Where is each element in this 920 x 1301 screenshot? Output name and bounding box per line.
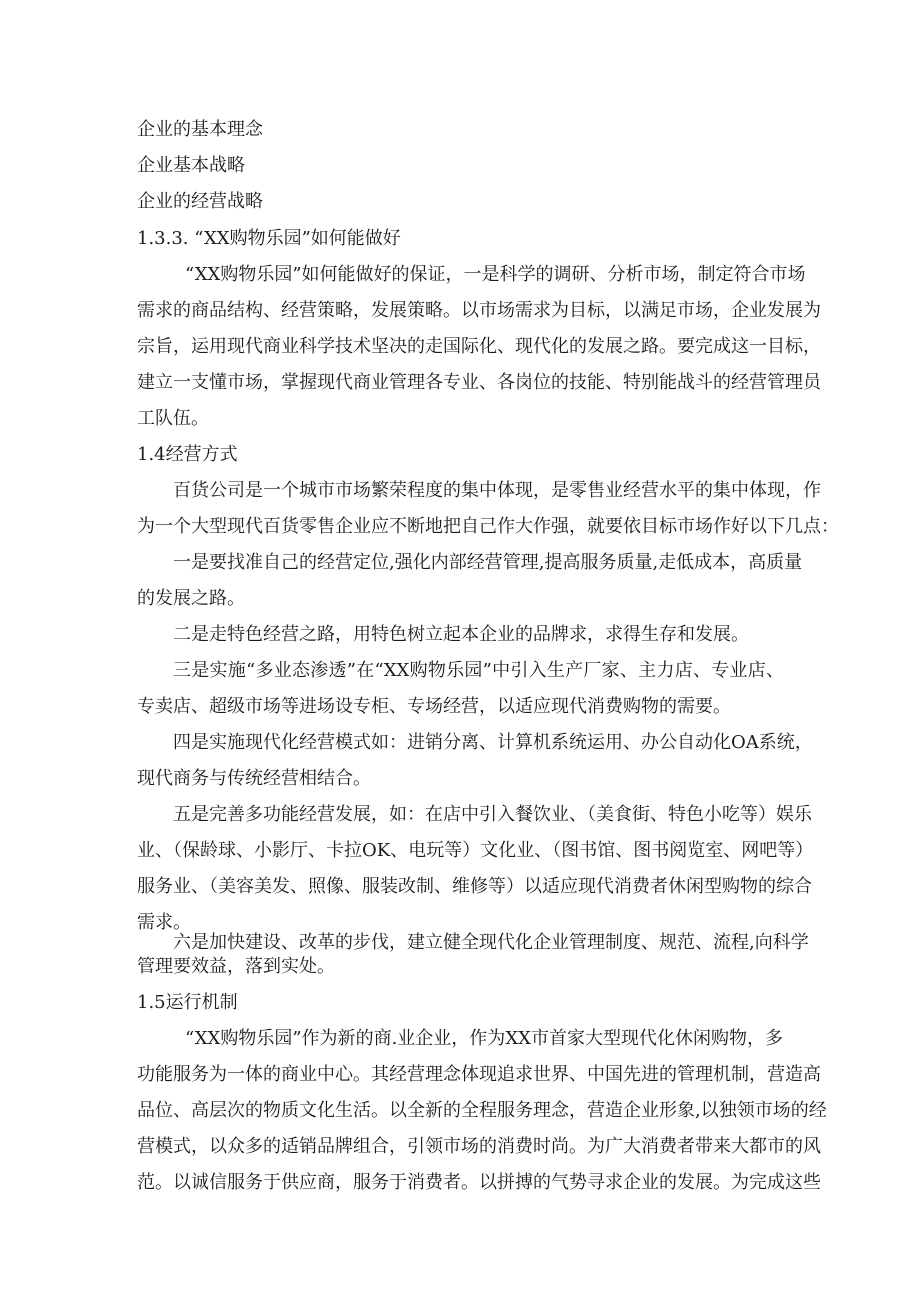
- paragraph-line: 专卖店、超级市场等进场设专柜、专场经营，以适应现代消费购物的需要。: [137, 696, 731, 717]
- paragraph-line: 四是实施现代化经营模式如：进销分离、计算机系统运用、办公自动化OA系统，: [173, 732, 813, 753]
- paragraph-line: “XX购物乐园”作为新的商.业企业，作为XX市首家大型现代化休闲购物，多: [185, 1028, 783, 1049]
- paragraph-line: 工队伍。: [137, 408, 209, 429]
- paragraph-line: 服务业、（美容美发、照像、服装改制、维修等）以适应现代消费者休闲型购物的综合: [137, 876, 812, 897]
- paragraph-line: 二是走特色经营之路，用特色树立起本企业的品牌求，求得生存和发展。: [173, 624, 749, 645]
- paragraph-line: 范。以诚信服务于供应商，服务于消费者。以拼搏的气势寻求企业的发展。为完成这些: [137, 1172, 821, 1193]
- paragraph-line: 宗旨，运用现代商业科学技术坚决的走国际化、现代化的发展之路。要完成这一目标，: [137, 336, 821, 357]
- paragraph-line: 为一个大型现代百货零售企业应不断地把自己作大作强，就要依目标市场作好以下几点：: [137, 516, 839, 537]
- paragraph-line: 需求的商品结构、经营策略，发展策略。以市场需求为目标，以满足市场，企业发展为: [137, 300, 821, 321]
- heading-basic-strategy: 企业基本战略: [137, 155, 245, 176]
- paragraph-line: “XX购物乐园”如何能做好的保证，一是科学的调研、分析市场，制定符合市场: [185, 264, 806, 285]
- section-heading-1-5: 1.5运行机制: [137, 992, 238, 1013]
- paragraph-line: 一是要找准自己的经营定位,强化内部经营管理,提高服务质量,走低成本，高质量: [173, 552, 803, 573]
- paragraph-line: 的发展之路。: [137, 588, 245, 609]
- heading-basic-philosophy: 企业的基本理念: [137, 119, 263, 140]
- section-heading-1-4: 1.4经营方式: [137, 444, 238, 465]
- paragraph-line: 六是加快建设、改革的步伐，建立健全现代化企业管理制度、规范、流程,向科学: [173, 932, 809, 953]
- paragraph-line: 品位、高层次的物质文化生活。以全新的全程服务理念，营造企业形象,以独领市场的经: [137, 1100, 827, 1121]
- paragraph-line: 百货公司是一个城市市场繁荣程度的集中体现，是零售业经营水平的集中体现，作: [173, 480, 821, 501]
- paragraph-line: 现代商务与传统经营相结合。: [137, 768, 371, 789]
- paragraph-line: 五是完善多功能经营发展，如：在店中引入餐饮业、（美食街、特色小吃等）娱乐: [173, 804, 812, 825]
- section-heading-1-3-3: 1.3.3. “XX购物乐园”如何能做好: [137, 228, 401, 249]
- paragraph-line: 功能服务为一体的商业中心。其经营理念体现追求世界、中国先进的管理机制，营造高: [137, 1064, 821, 1085]
- paragraph-line: 业、（保龄球、小影厅、卡拉OK、电玩等）文化业、（图书馆、图书阅览室、网吧等）: [137, 840, 814, 861]
- paragraph-line: 需求。: [137, 912, 191, 933]
- paragraph-line: 营模式，以众多的适销品牌组合，引领市场的消费时尚。为广大消费者带来大都市的风: [137, 1136, 821, 1157]
- paragraph-line: 建立一支懂市场，掌握现代商业管理各专业、各岗位的技能、特别能战斗的经营管理员: [137, 372, 821, 393]
- paragraph-line: 管理要效益，落到实处。: [137, 956, 335, 977]
- paragraph-line: 三是实施“多业态渗透”在“XX购物乐园”中引入生产厂家、主力店、专业店、: [173, 660, 784, 681]
- heading-business-strategy: 企业的经营战略: [137, 191, 263, 212]
